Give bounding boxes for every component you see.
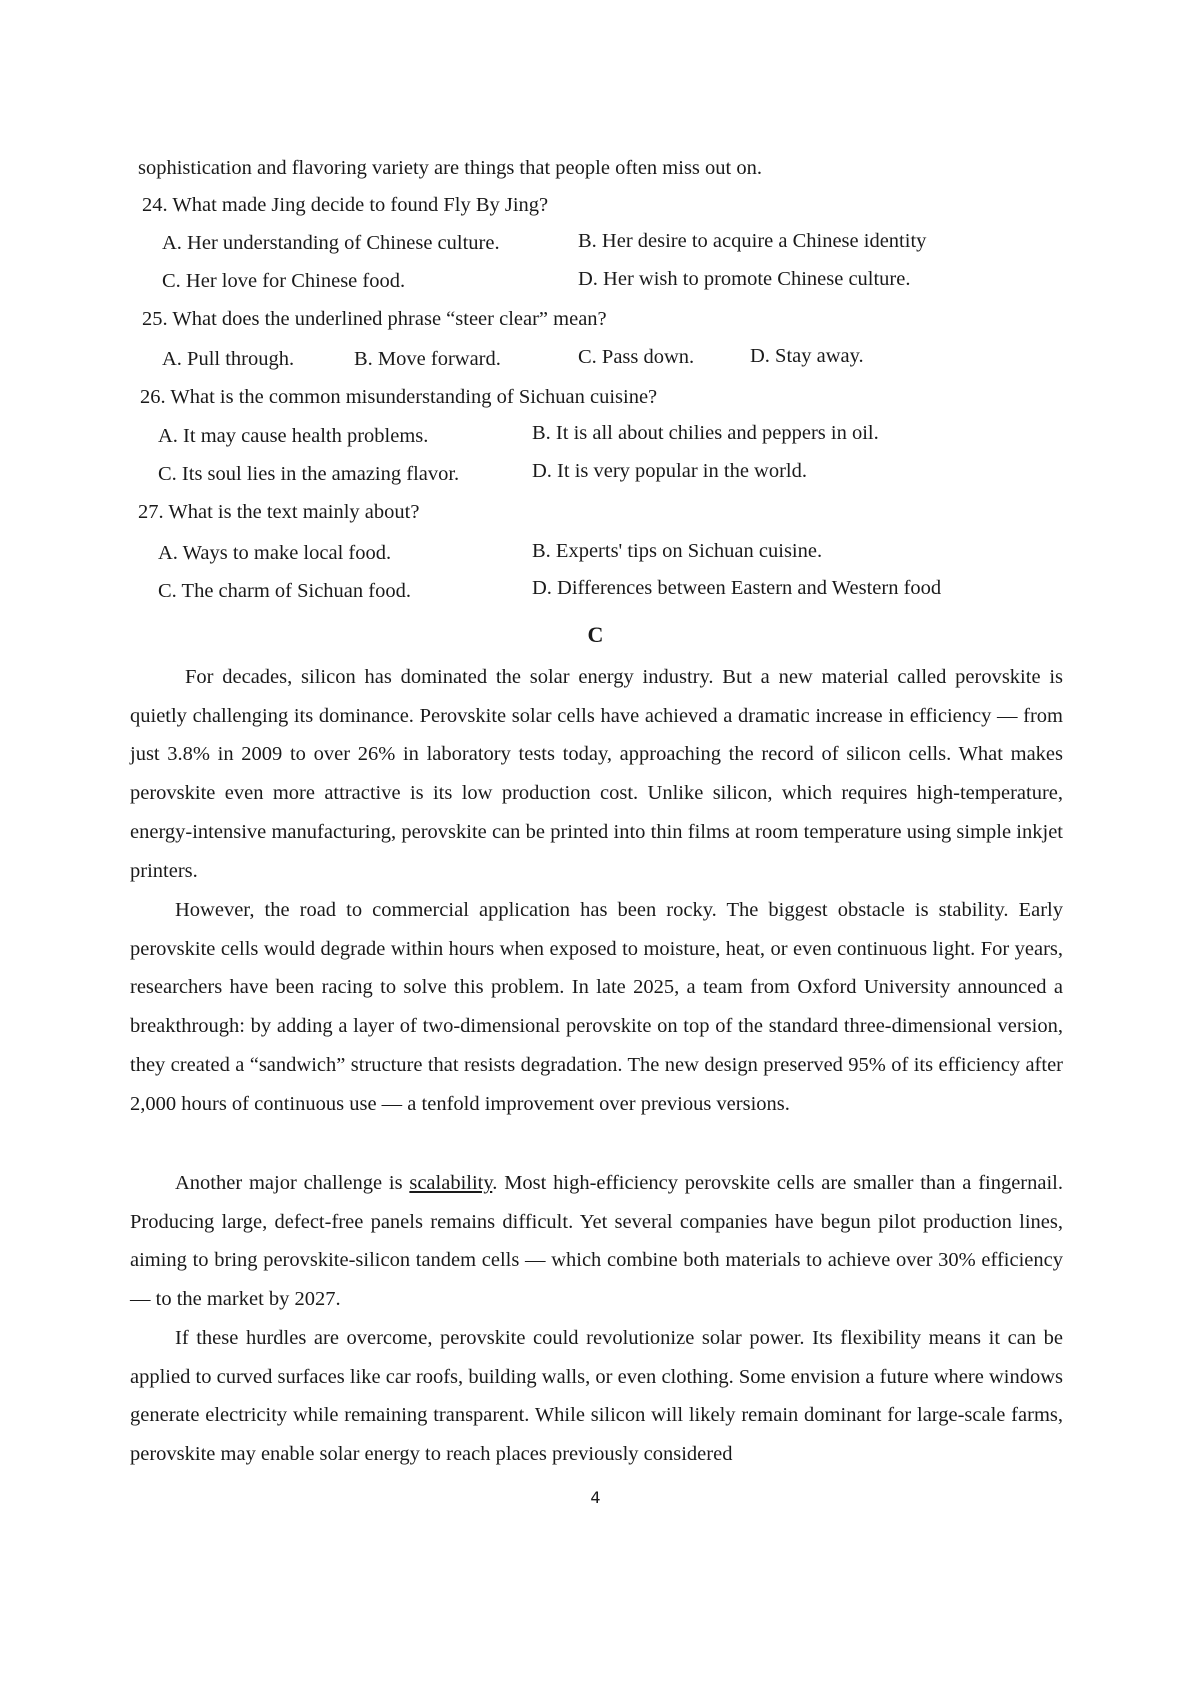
paragraph-3-rest: . Most high-efficiency perovskite cells are smaller than a fingernail. Producing large, defect-free panels remains difficult. Yet several companies have begun pilot production lines, aiming to bring perovskite-silicon tandem cells — which combine both materials to achieve over 30% efficiency — to the market by 2027. <box>130 1172 1064 1311</box>
question-24-stem: 24. What made Jing decide to found Fly By Jing? <box>142 194 549 216</box>
question-26-option-b: B. It is all about chilies and peppers in oil. <box>532 422 879 444</box>
question-25-option-b: B. Move forward. <box>354 348 501 370</box>
question-25-option-c: C. Pass down. <box>578 346 695 368</box>
question-26-stem: 26. What is the common misunderstanding of Sichuan cuisine? <box>140 386 658 408</box>
question-26-option-c: C. Its soul lies in the amazing flavor. <box>158 463 460 485</box>
question-26-option-a: A. It may cause health problems. <box>158 425 429 447</box>
question-27-option-c: C. The charm of Sichuan food. <box>158 580 411 602</box>
question-27-stem: 27. What is the text mainly about? <box>138 501 420 523</box>
previous-passage-tail: sophistication and flavoring variety are things that people often miss out on. <box>138 157 762 179</box>
page-number: 4 <box>590 1488 601 1507</box>
underlined-word-scalability: scalability <box>409 1172 493 1194</box>
passage-c-paragraph-3 <box>130 1164 1063 1319</box>
passage-c-paragraph-4: If these hurdles are overcome, perovskite could revolutionize solar power. Its flexibility means it can be applied to curved surfaces like car roofs, building walls, or even clothing. Some envision a future where windows generate electricity while remaining transparent. While silicon will likely remain dominant for large-scale farms, perovskite may enable solar energy to reach places previously considered <box>130 1327 1063 1466</box>
passage-c-paragraph-2: However, the road to commercial application has been rocky. The biggest obstacle is stability. Early perovskite cells would degrade within hours when exposed to moisture, heat, or even continuous light. For years, researchers have been racing to solve this problem. In late 2025, a team from Oxford University announced a breakthrough: by adding a layer of two-dimensional perovskite on top of the standard three-dimensional version, they created a “sandwich” structure that resists degradation. The new design preserved 95% of its efficiency after 2,000 hours of continuous use — a tenfold improvement over previous versions. <box>130 899 1063 1115</box>
question-27-option-a: A. Ways to make local food. <box>158 542 392 564</box>
question-27-option-b: B. Experts' tips on Sichuan cuisine. <box>532 540 823 562</box>
question-24-option-a: A. Her understanding of Chinese culture. <box>162 232 500 254</box>
question-24-option-b: B. Her desire to acquire a Chinese identity <box>578 230 927 252</box>
question-24-option-c: C. Her love for Chinese food. <box>162 270 406 292</box>
question-26-option-d: D. It is very popular in the world. <box>532 460 807 482</box>
question-24-option-d: D. Her wish to promote Chinese culture. <box>578 268 911 290</box>
question-27-option-d: D. Differences between Eastern and Western food <box>532 577 942 599</box>
paragraph-3-lead: Another major challenge is <box>175 1172 410 1194</box>
question-25-option-a: A. Pull through. <box>162 348 295 370</box>
question-25-option-d: D. Stay away. <box>750 345 864 367</box>
section-heading: C <box>587 622 604 647</box>
passage-c-paragraph-1: For decades, silicon has dominated the solar energy industry. But a new material called perovskite is quietly challenging its dominance. Perovskite solar cells have achieved a dramatic increase in efficiency — from just 3.8% in 2009 to over 26% in laboratory tests today, approaching the record of silicon cells. What makes perovskite even more attractive is its low production cost. Unlike silicon, which requires high-temperature, energy-intensive manufacturing, perovskite can be printed into thin films at room temperature using simple inkjet printers. <box>130 666 1063 882</box>
question-25-stem: 25. What does the underlined phrase “steer clear” mean? <box>142 308 607 330</box>
